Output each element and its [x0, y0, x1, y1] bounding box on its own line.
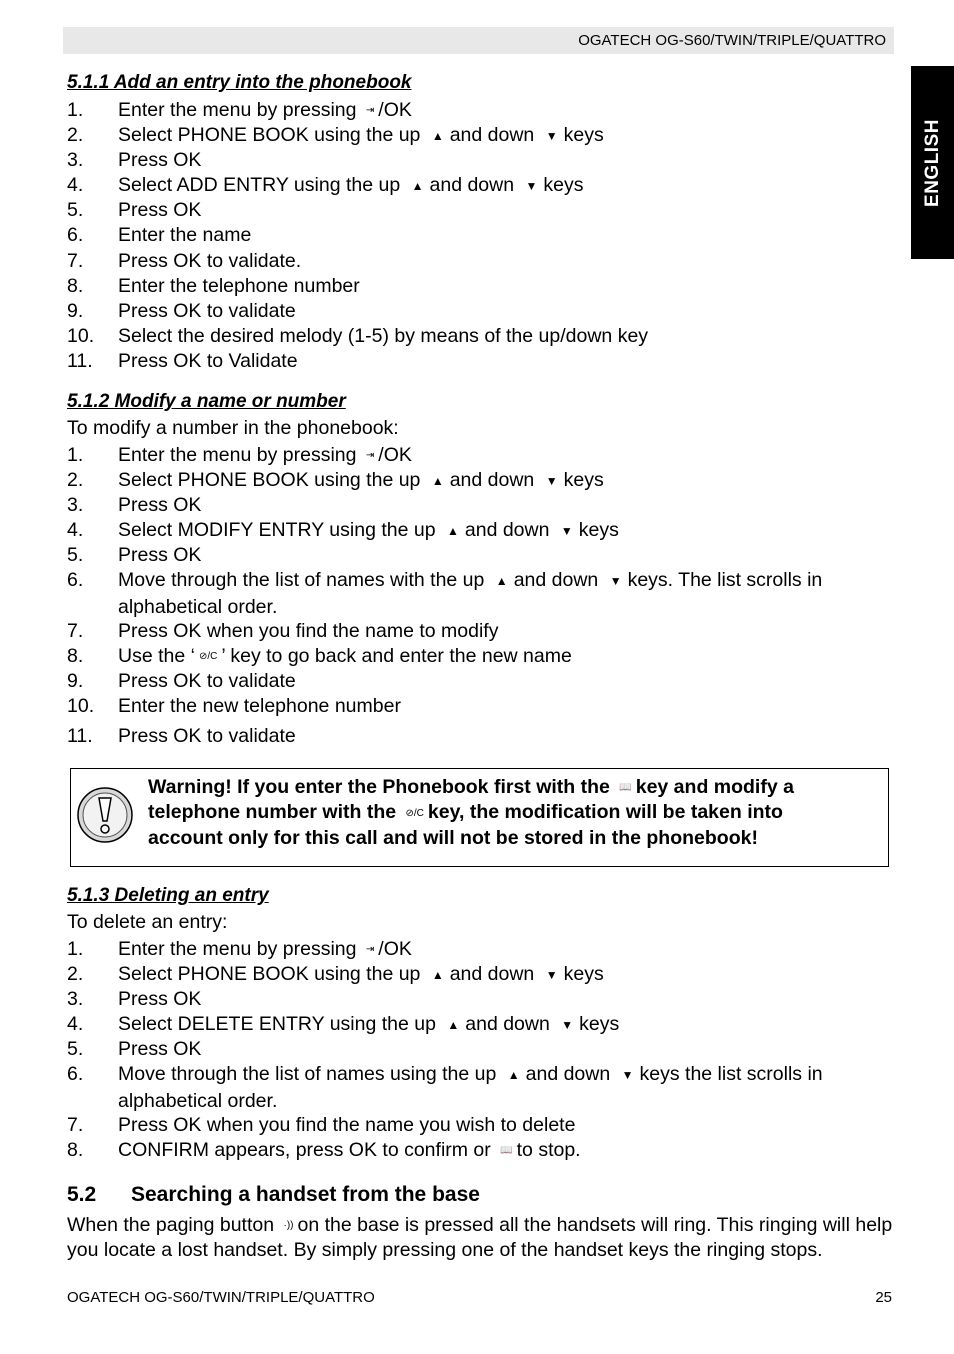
- modify-steps: [67, 443, 897, 749]
- footer-title: OGATECH OG-S60/TWIN/TRIPLE/QUATTRO: [67, 1289, 375, 1306]
- list-item: 9. Press OK to validate: [67, 299, 296, 322]
- list-item: 7. Press OK when you find the name you wish to delete: [67, 1113, 576, 1136]
- down-arrow-icon: ▼: [609, 574, 622, 589]
- list-item: 2. Select PHONE BOOK using the up ▲ and down ▼ keys: [67, 962, 897, 987]
- down-arrow-icon: ▼: [545, 474, 558, 489]
- up-arrow-icon: ▲: [495, 574, 508, 589]
- list-item: 7. Press OK when you find the name to modify: [67, 619, 499, 642]
- section-title-delete: 5.1.3 Deleting an entry: [67, 885, 269, 906]
- list-item: 6. Move through the list of names with the up ▲ and down ▼ keys. The list scrolls in alphabetical order.: [67, 569, 823, 618]
- list-item: 10. Select the desired melody (1-5) by means of the up/down key: [67, 324, 649, 347]
- warning-icon: [77, 787, 133, 843]
- list-item: 1. Enter the menu by pressing ⇥ /OK: [67, 98, 897, 123]
- page-header: [63, 27, 894, 54]
- list-item: 11. Press OK to validate: [67, 725, 296, 748]
- list-item: 11. Press OK to Validate: [67, 349, 298, 372]
- add-entry-steps: [67, 98, 897, 374]
- list-item: 4. Select ADD ENTRY using the up ▲ and down ▼ keys: [67, 173, 897, 198]
- language-tab: [911, 66, 954, 259]
- up-arrow-icon: ▲: [431, 968, 444, 983]
- list-item: 2. Select PHONE BOOK using the up ▲ and down ▼ keys: [67, 468, 897, 493]
- page-number: 25: [875, 1289, 892, 1306]
- clear-key-icon: ⊘/C: [405, 807, 424, 819]
- list-item: 5. Press OK: [67, 544, 202, 567]
- warning-box: [70, 768, 889, 867]
- modify-intro: To modify a number in the phonebook:: [67, 417, 399, 439]
- up-arrow-icon: ▲: [447, 1018, 460, 1033]
- list-item: 3. Press OK: [67, 988, 202, 1011]
- section-title-add-entry: 5.1.1 Add an entry into the phonebook: [67, 72, 412, 93]
- up-arrow-icon: ▲: [507, 1068, 520, 1083]
- list-item: 4. Select MODIFY ENTRY using the up ▲ and down ▼ keys: [67, 518, 897, 543]
- list-item: 5. Press OK: [67, 199, 202, 222]
- paging-paragraph: When the paging button ·)) on the base is pressed all the handsets will ring. This ringing will help you locate a lost handset. By simply pressing one of the handset keys the ringing stops.: [67, 1214, 893, 1262]
- paging-icon: ·)): [283, 1220, 294, 1232]
- down-arrow-icon: ▼: [561, 1018, 574, 1033]
- menu-key-icon: ⇥: [365, 450, 375, 462]
- down-arrow-icon: ▼: [621, 1068, 634, 1083]
- list-item: 6. Enter the name: [67, 224, 252, 247]
- down-arrow-icon: ▼: [560, 524, 573, 539]
- menu-key-icon: ⇥: [365, 944, 375, 956]
- up-arrow-icon: ▲: [431, 129, 444, 144]
- phonebook-key-icon: 📖: [500, 1145, 513, 1157]
- list-item: 6. Move through the list of names using the up ▲ and down ▼ keys the list scrolls in alphabetical order.: [67, 1063, 823, 1112]
- list-item: 7. Press OK to validate.: [67, 249, 302, 272]
- clear-key-icon: ⊘/C: [198, 651, 218, 663]
- list-item: 1. Enter the menu by pressing ⇥ /OK: [67, 443, 897, 468]
- list-item: 9. Press OK to validate: [67, 669, 296, 692]
- language-tab-label: ENGLISH: [921, 118, 943, 207]
- phonebook-key-icon: 📖: [619, 782, 632, 794]
- down-arrow-icon: ▼: [525, 179, 538, 194]
- list-item: 8. CONFIRM appears, press OK to confirm or 📖 to stop.: [67, 1138, 897, 1163]
- up-arrow-icon: ▲: [431, 474, 444, 489]
- list-item: 3. Press OK: [67, 494, 202, 517]
- list-item: 2. Select PHONE BOOK using the up ▲ and down ▼ keys: [67, 123, 897, 148]
- delete-steps: [67, 937, 897, 1163]
- list-item: 8. Enter the telephone number: [67, 274, 360, 297]
- menu-key-icon: ⇥: [365, 105, 375, 117]
- warning-text: Warning! If you enter the Phonebook first with the 📖 key and modify a telephone number with the ⊘/C key, the modification will be taken into account only for this call and will not be stored in the phonebook!: [148, 776, 794, 849]
- header-title: OGATECH OG-S60/TWIN/TRIPLE/QUATTRO: [578, 32, 886, 49]
- list-item: 5. Press OK: [67, 1038, 202, 1061]
- delete-intro: To delete an entry:: [67, 911, 228, 933]
- section-title-searching-handset: 5.2 Searching a handset from the base: [67, 1183, 480, 1206]
- list-item: 1. Enter the menu by pressing ⇥ /OK: [67, 937, 897, 962]
- down-arrow-icon: ▼: [545, 968, 558, 983]
- list-item: 8. Use the ‘ ⊘/C ’ key to go back and enter the new name: [67, 644, 897, 669]
- list-item: 4. Select DELETE ENTRY using the up ▲ and down ▼ keys: [67, 1012, 897, 1037]
- list-item: 3. Press OK: [67, 149, 202, 172]
- section-title-modify: 5.1.2 Modify a name or number: [67, 391, 346, 412]
- up-arrow-icon: ▲: [411, 179, 424, 194]
- down-arrow-icon: ▼: [545, 129, 558, 144]
- list-item: 10. Enter the new telephone number: [67, 694, 401, 717]
- up-arrow-icon: ▲: [446, 524, 459, 539]
